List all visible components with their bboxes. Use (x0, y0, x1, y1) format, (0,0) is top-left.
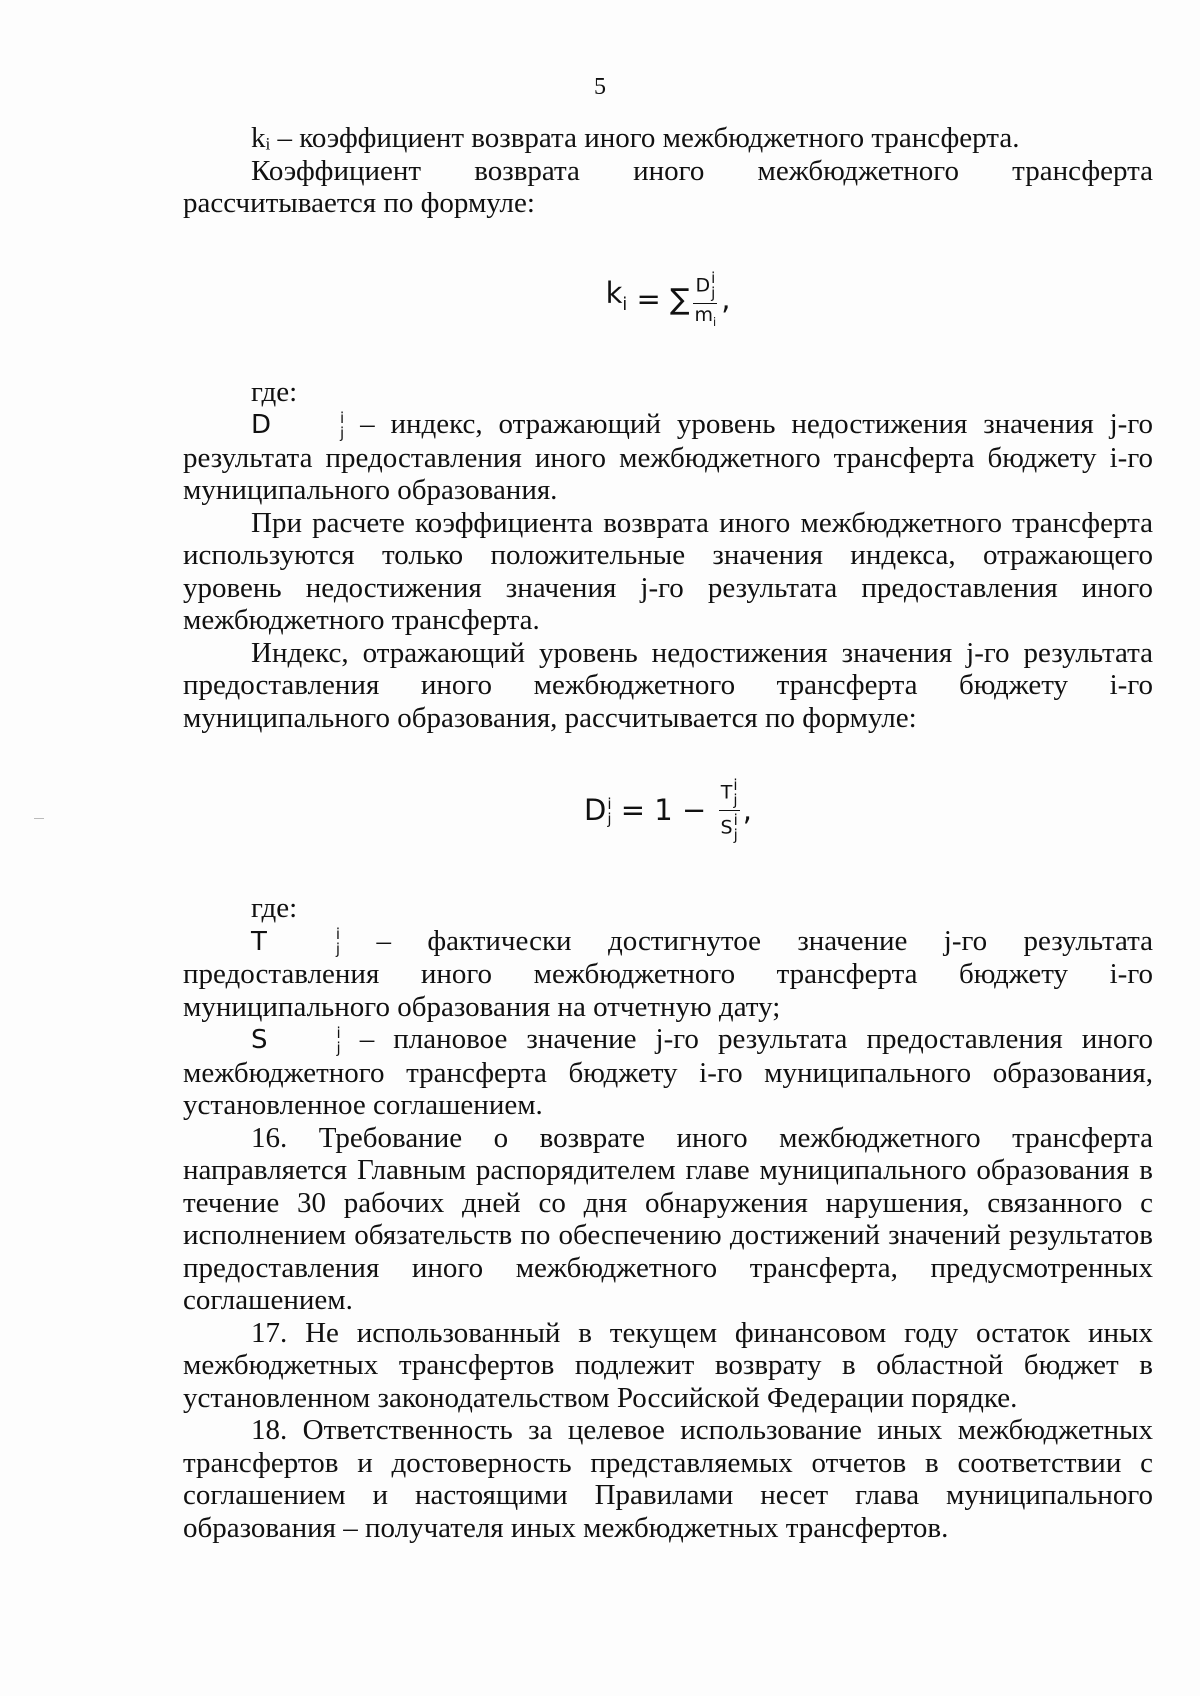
definition-t-symbol: T i j (251, 925, 341, 958)
document-body (183, 122, 1153, 1544)
paragraph-ki-definition: kᵢ – коэффициент возврата иного межбюджетного трансферта. (251, 122, 1020, 154)
formula-d-lhs: D i j (584, 792, 612, 828)
paragraph-17: 17. Не использованный в текущем финансовом году остаток иных межбюджетных трансфертов подлежит возврату в областной бюджет в установленном законодательством Российской Федерации порядке. (183, 1316, 1153, 1414)
definition-d-symbol: D i j (251, 408, 345, 442)
paragraph-16: 16. Требование о возврате иного межбюджетного трансферта направляется Главным распорядителем главе муниципального образования в течение 30 рабочих дней со дня обнаружения нарушения, связанного с исполнением обязательств по обеспечению достижений значений результатов предоставления иного межбюджетного трансферта, предусмотренных соглашением. (183, 1121, 1153, 1316)
scan-margin-mark (34, 818, 44, 819)
page-number: 5 (594, 74, 606, 100)
formula-ki-eq: = (636, 282, 661, 317)
formula-d-denominator: S i j (720, 810, 738, 844)
formula-d (183, 758, 1153, 862)
formula-d-numerator: T i j (720, 775, 738, 809)
definition-s: S i j – плановое значение j-го результата предоставления иного межбюджетного трансферта бюджету i-го муниципального образования, установленное соглашением. (183, 1023, 1153, 1121)
formula-ki-fraction (693, 268, 719, 329)
formula-d-eq: = 1 − (620, 792, 707, 827)
paragraph-18: 18. Ответственность за целевое использование иных межбюджетных трансфертов и достоверность представляемых отчетов в соответствии с соглашением и настоящими Правилами несет глава муниципального образования – получателя иных межбюджетных трансфертов. (183, 1414, 1153, 1544)
formula-ki-tail: , (721, 282, 731, 317)
definition-s-symbol: S i j (251, 1023, 341, 1057)
definition-t: T i j – фактически достигнутое значение j-го результата предоставления иного межбюджетного трансферта бюджету i-го муниципального образования на отчетную дату; (183, 924, 1153, 1023)
where-label-1: где: (251, 375, 298, 408)
definition-d: D i j – индекс, отражающий уровень недостижения значения j-го результата предоставления иного межбюджетного трансферта бюджету i-го муниципального образования. (183, 408, 1153, 506)
paragraph-positive-values: При расчете коэффициента возврата иного межбюджетного трансферта используются только положительные значения индекса, отражающего уровень недостижения значения j-го результата предоставления иного межбюджетного трансферта. (183, 506, 1153, 636)
paragraph-ki-formula-intro: Коэффициент возврата иного межбюджетного трансферта рассчитывается по формуле: (183, 154, 1153, 219)
paragraph-index-formula-intro: Индекс, отражающий уровень недостижения значения j-го результата предоставления иного межбюджетного трансферта бюджету i-го муниципального образования, рассчитывается по формуле: (183, 636, 1153, 734)
formula-ki (183, 250, 1153, 350)
formula-d-tail: , (742, 792, 752, 827)
formula-ki-lhs: $k_i$ (605, 276, 628, 316)
formula-ki-sum: ∑ (669, 282, 690, 317)
where-label-2: где: (251, 892, 298, 924)
formula-d-fraction (719, 775, 740, 844)
formula-ki-numerator: D i j (695, 268, 716, 302)
formula-ki-denominator: $m_i$ (694, 303, 717, 329)
